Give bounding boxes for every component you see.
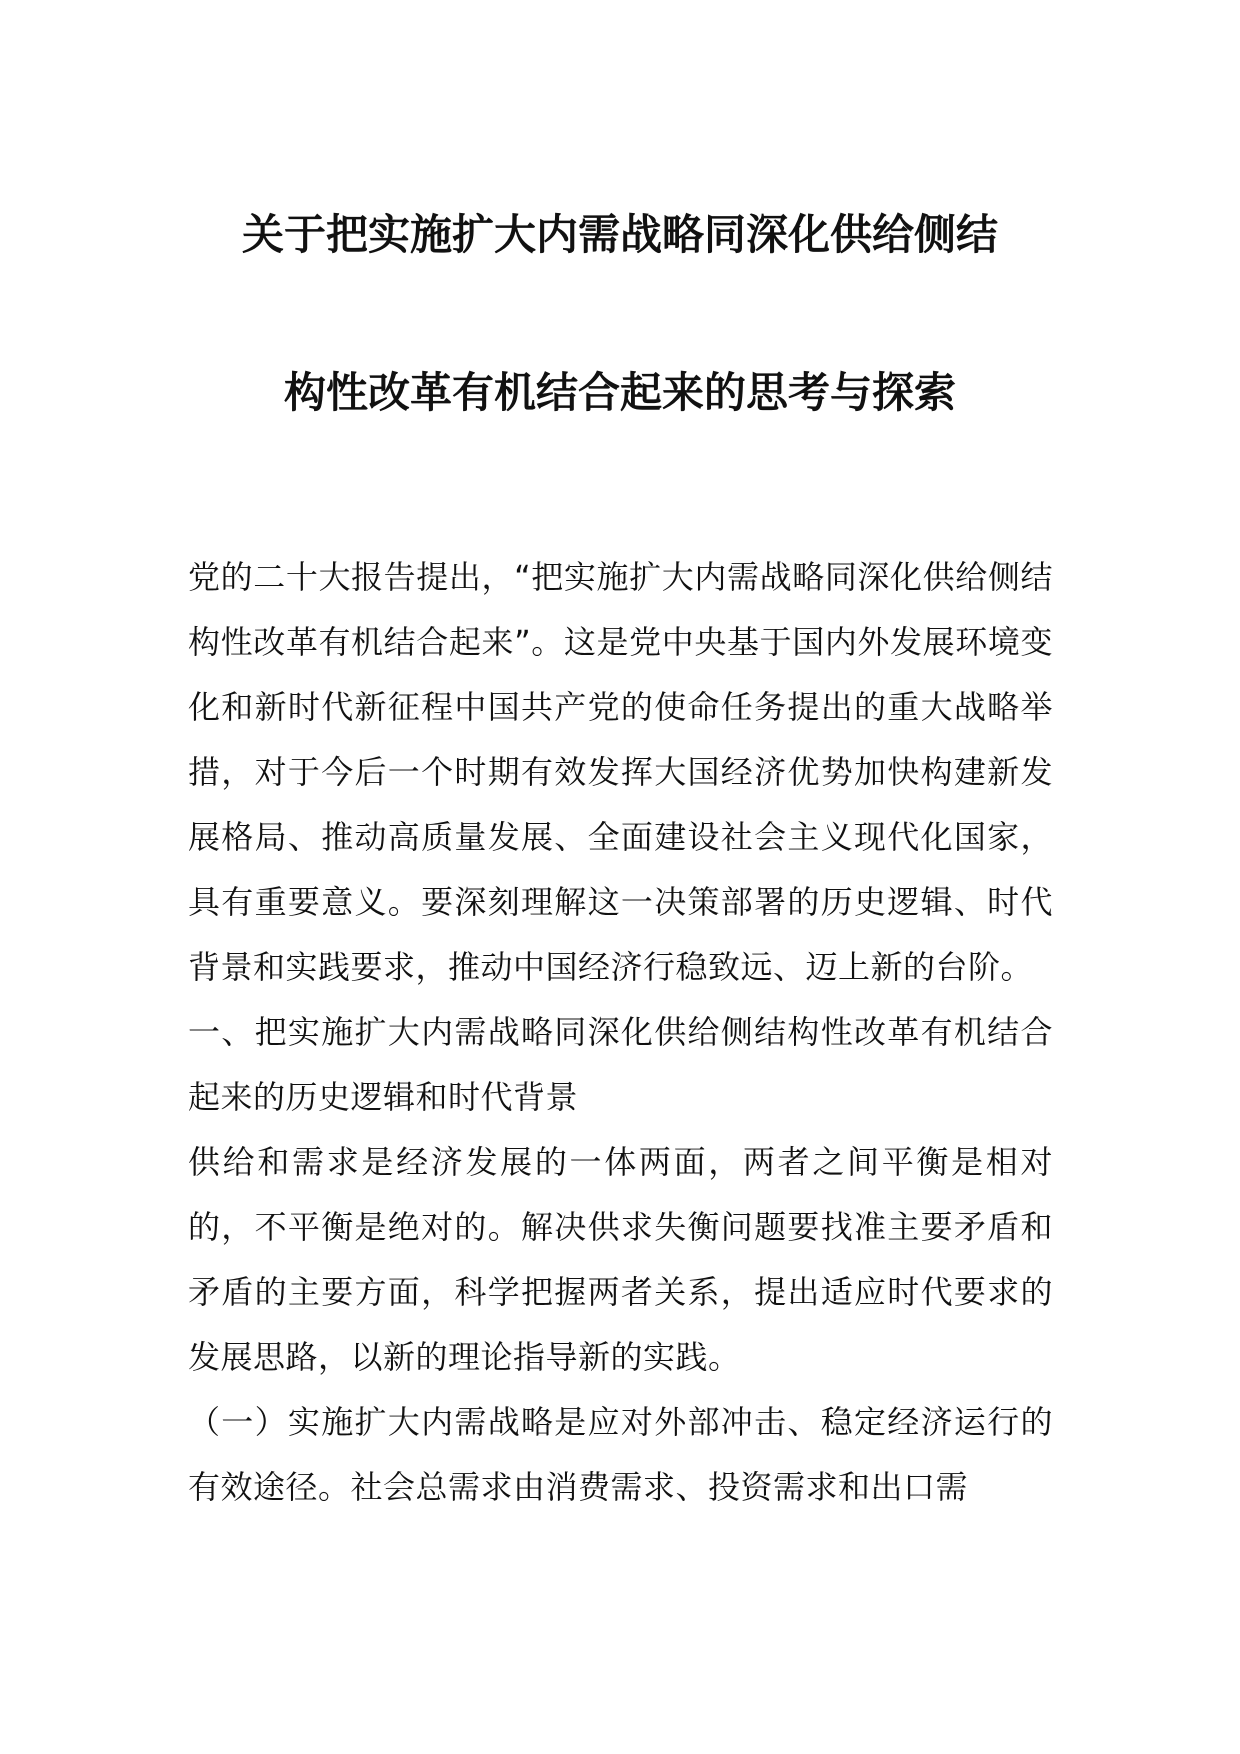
subsection-heading-1: （一）实施扩大内需战略是应对外部冲击、稳定经济运行的有效途径。社会总需求由消费需求、投资需求和出口需	[188, 1403, 1053, 1506]
document-title-line-2: 构性改革有机结合起来的思考与探索	[283, 368, 956, 417]
document-body	[188, 545, 1053, 1520]
section-heading-1: 一、把实施扩大内需战略同深化供给侧结构性改革有机结合起来的历史逻辑和时代背景	[188, 1013, 1053, 1116]
document-title-line-1: 关于把实施扩大内需战略同深化供给侧结	[241, 210, 998, 259]
paragraph-intro: 党的二十大报告提出，“把实施扩大内需战略同深化供给侧结构性改革有机结合起来”。这是党中央基于国内外发展环境变化和新时代新征程中国共产党的使命任务提出的重大战略举措，对于今后一个时期有效发挥大国经济优势加快构建新发展格局、推动高质量发展、全面建设社会主义现代化国家，具有重要意义。要深刻理解这一决策部署的历史逻辑、时代背景和实践要求，推动中国经济行稳致远、迈上新的台阶。	[188, 558, 1053, 986]
paragraph-supply-demand: 供给和需求是经济发展的一体两面，两者之间平衡是相对的，不平衡是绝对的。解决供求失衡问题要找准主要矛盾和矛盾的主要方面，科学把握两者关系，提出适应时代要求的发展思路，以新的理论指导新的实践。	[188, 1143, 1053, 1376]
